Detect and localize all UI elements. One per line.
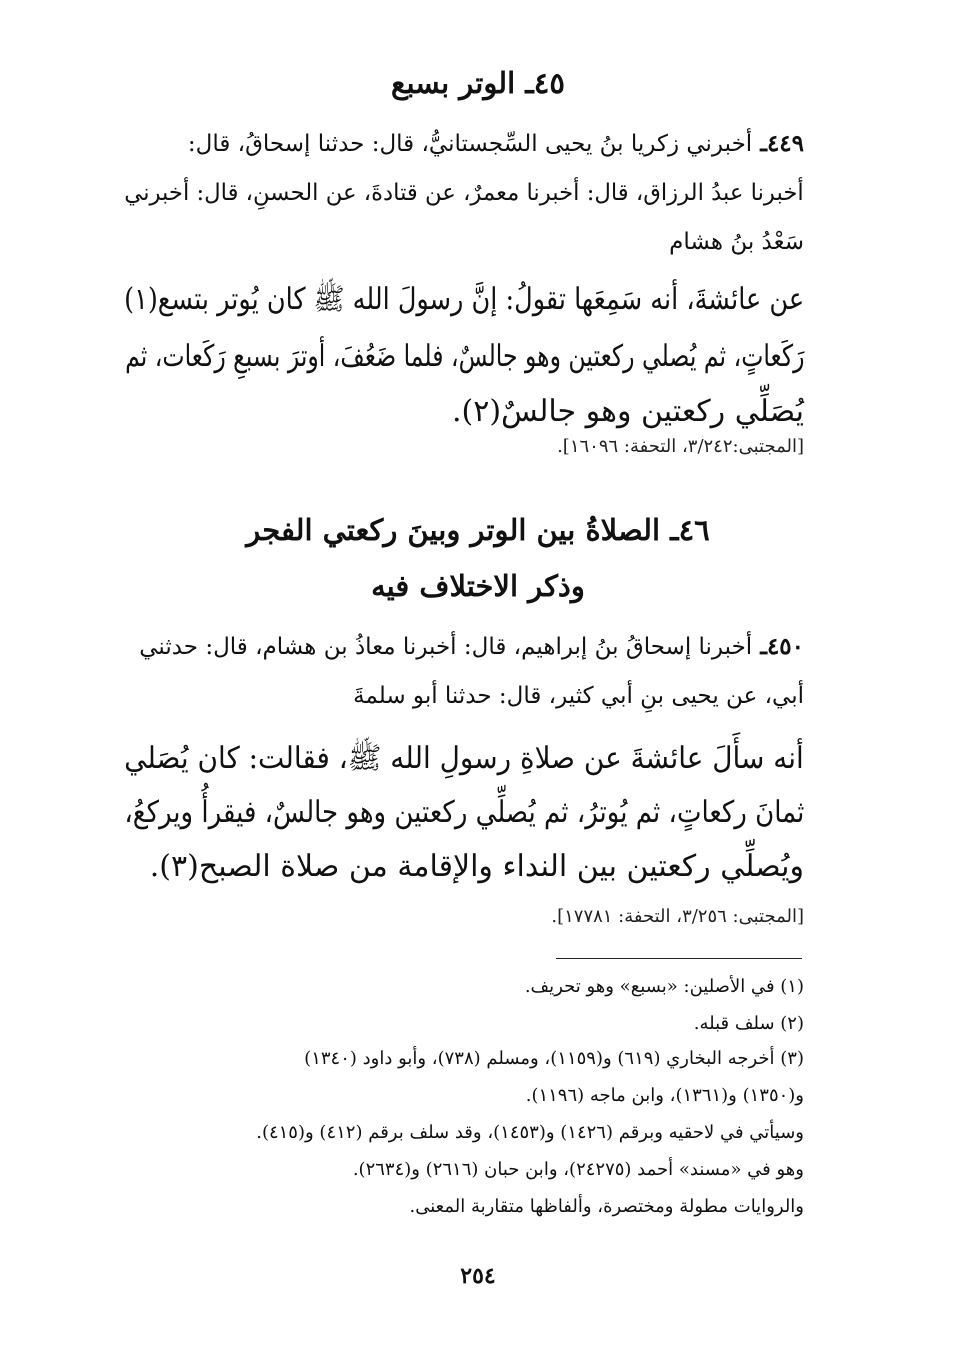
footnote-separator [556,958,802,959]
chapter-heading-45: ٤٥ـ الوتر بسبع [391,66,565,100]
footnote-3-line-2: و(١٣٥٠) و(١٣٦١)، وابن ماجه (١١٩٦). [525,1085,804,1106]
hadith-449-matn-3: يُصَلِّي ركعتين وهو جالسٌ(٢). [451,394,804,429]
hadith-450-matn-2: ثمانَ ركعاتٍ، ثم يُوترُ، ثم يُصلِّي ركعتين وهو جالسٌ، فيقرأُ ويركعُ، [123,795,804,830]
hadith-449-number: ٤٤٩ـ [752,130,804,157]
footnote-2: (٢) سلف قبله. [693,1013,804,1034]
hadith-449-matn-1: عن عائشةَ، أنه سَمِعَها تقولُ: إنَّ رسولَ الله ﷺ كان يُوتر بتسع(١) [124,282,805,317]
chapter-heading-46-line-1: ٤٦ـ الصلاةُ بين الوتر وبينَ ركعتي الفجر [246,513,710,547]
hadith-449-reference: [المجتبى:٣/٢٤٢، التحفة: ١٦٠٩٦]. [557,436,804,457]
hadith-450-matn-1: أنه سأَلَ عائشةَ عن صلاةِ رسولِ الله ﷺ، فقالت: كان يُصَلي [124,741,804,776]
hadith-449-isnad-1: أخبرني زكريا بنُ يحيى السِّجستانيُّ، قال: حدثنا إسحاقُ، قال: [187,131,753,157]
hadith-450-matn-3: ويُصلِّي ركعتين بين النداء والإقامة من صلاة الصبح(٣). [149,849,804,884]
footnote-3-line-1: (٣) أخرجه البخاري (٦١٩) و(١١٥٩)، ومسلم (٧٣٨)، وأبو داود (١٣٤٠) [304,1048,804,1069]
footnote-3-line-4: وهو في «مسند» أحمد (٢٤٢٧٥)، وابن حبان (٢٦١٦) و(٢٦٣٤). [352,1159,804,1180]
hadith-450-line-2: أبي، عن يحيى بنِ أبي كثير، قال: حدثنا أبو سلمةَ [353,683,804,709]
chapter-heading-46-line-2: وذكر الاختلاف فيه [371,569,585,603]
page-number: ٢٥٤ [460,1263,496,1289]
hadith-449-matn-2: رَكَعاتٍ، ثم يُصلي ركعتين وهو جالسٌ، فلما ضَعُفَ، أوترَ بسبعِ رَكَعات، ثم [124,339,804,374]
hadith-449-line-1 [188,130,804,157]
footnote-1: (١) في الأصلين: «بسبع» وهو تحريف. [524,976,804,997]
footnote-3-line-5: والروايات مطولة ومختصرة، وألفاظها متقاربة المعنى. [409,1196,804,1217]
hadith-450-isnad-1: أخبرنا إسحاقُ بنُ إبراهيم، قال: أخبرنا معاذُ بن هشام، قال: حدثني [139,634,753,660]
hadith-450-line-1 [139,633,804,660]
hadith-449-line-2: أخبرنا عبدُ الرزاق، قال: أخبرنا معمرٌ، عن قتادةَ، عن الحسنِ، قال: أخبرني [124,180,804,206]
footnote-3-line-3: وسيأتي في لاحقيه وبرقم (١٤٢٦) و(١٤٥٣)، وقد سلف برقم (٤١٢) و(٤١٥). [256,1122,804,1143]
hadith-450-reference: [المجتبى: ٣/٢٥٦، التحفة: ١٧٧٨١]. [551,906,804,927]
hadith-449-line-3: سَعْدُ بنُ هشام [669,229,804,255]
hadith-450-number: ٤٥٠ـ [752,633,804,660]
